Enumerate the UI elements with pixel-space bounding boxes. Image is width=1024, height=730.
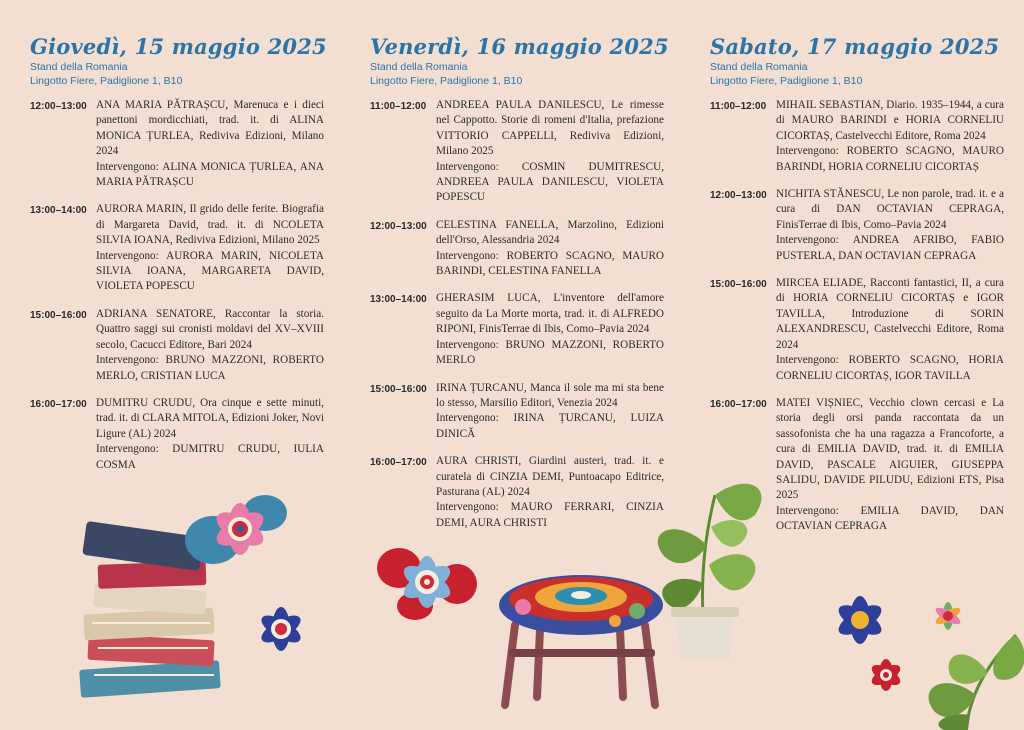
event-time: 15:00–16:00 [710, 279, 767, 291]
event-text: ADRIANA SENATORE, Raccontar la storia. Quattro saggi sui cronisti moldavi del XV–XVIII secolo, Cacucci Editore, Bari 2024 [96, 307, 324, 351]
flower-icon [375, 540, 480, 625]
flower-icon [865, 657, 907, 693]
event-item [710, 276, 1010, 384]
event-text: MATEI VIȘNIEC, Vecchio clown cercasi e La storia degli orsi panda raccontata da un sassofonista che ha una ragazza a Francoforte, a cura di EMILIA DAVID, trad. it. di EMILIA DAVID, PASCALE AIGUIER, GIUSEPPA SALIDU, DAVIDE PILUDU, Edizioni ETS, Pisa 2025 [776, 396, 1004, 502]
event-item [710, 187, 1010, 264]
event-description [436, 291, 664, 368]
event-item [710, 98, 1010, 175]
event-description [776, 187, 1004, 264]
event-description [436, 98, 664, 206]
event-item [370, 291, 670, 368]
event-speakers: Intervengono: ROBERTO SCAGNO, HORIA CORNELIU CICORTAȘ, IGOR TAVILLA [776, 354, 1004, 382]
event-speakers: Intervengono: AURORA MARIN, NICOLETA SILVIA IOANA, MARGARETA DAVID, VIOLETA POPESCU [96, 249, 324, 293]
event-description [96, 396, 324, 473]
event-text: MIHAIL SEBASTIAN, Diario. 1935–1944, a cura di MAURO BARINDI e HORIA CORNELIU CICORTAȘ, Castelvecchi Editore, Roma 2024 [776, 99, 1004, 142]
venue-label: Lingotto Fiere, Padiglione 1, B10 [30, 75, 183, 87]
day-column-thursday [30, 34, 330, 485]
event-speakers: Intervengono: MAURO FERRARI, CINZIA DEMI, AURA CHRISTI [436, 501, 664, 529]
event-text: CELESTINA FANELLA, Marzolino, Edizioni dell'Orso, Alessandria 2024 [436, 218, 664, 247]
event-description [436, 218, 664, 280]
event-text: AURORA MARIN, Il grido delle ferite. Biografia di Margareta David, trad. it. di NCOLETA SILVIA IOANA, Rediviva Edizioni, Milano 2025 [96, 203, 324, 247]
event-speakers: Intervengono: ALINA MONICA ȚURLEA, ANA MARIA PĂTRAȘCU [96, 160, 324, 189]
event-description [96, 202, 324, 294]
event-time: 13:00–14:00 [370, 294, 427, 306]
day-title: Sabato, 17 maggio 2025 [710, 34, 1000, 59]
event-description [776, 396, 1004, 535]
event-description [776, 98, 1004, 175]
flower-icon [183, 485, 293, 575]
event-item [370, 381, 670, 443]
event-description [436, 381, 664, 443]
event-time: 12:00–13:00 [370, 220, 427, 232]
potted-plant-icon [635, 475, 780, 665]
day-title: Giovedì, 15 maggio 2025 [30, 34, 327, 59]
event-speakers: Intervengono: BRUNO MAZZONI, ROBERTO MERLO, CRISTIAN LUCA [96, 354, 324, 382]
event-time: 16:00–17:00 [30, 398, 87, 410]
event-item [370, 454, 670, 531]
day-column-saturday [710, 34, 1010, 547]
stand-label: Stand della Romania [370, 61, 468, 73]
event-text: IRINA ȚURCANU, Manca il sole ma mi sta bene lo stesso, Marsilio Editori, Venezia 2024 [436, 381, 664, 409]
event-item [30, 202, 330, 294]
event-item [370, 98, 670, 206]
event-item [30, 98, 330, 190]
event-text: ANDREEA PAULA DANILESCU, Le rimesse nel Cappotto. Storie di romeni d'Italia, prefazione VITTORIO CAPPELLI, Rediviva Edizioni, Milano 2025 [436, 99, 664, 158]
venue-label: Lingotto Fiere, Padiglione 1, B10 [370, 75, 523, 87]
stand-label: Stand della Romania [30, 61, 128, 73]
event-time: 15:00–16:00 [370, 383, 427, 395]
event-text: NICHITA STĂNESCU, Le non parole, trad. it. e a cura di DAN OCTAVIAN CEPRAGA, FinisTerrae di Ibis, Como–Pavia 2024 [776, 188, 1004, 231]
event-description [436, 454, 664, 531]
day-column-friday [370, 34, 670, 543]
event-time: 16:00–17:00 [370, 457, 427, 469]
flower-icon [826, 592, 896, 648]
event-time: 15:00–16:00 [30, 309, 87, 321]
event-description [776, 276, 1004, 384]
event-text: ANA MARIA PĂTRAȘCU, Marenuca e i dieci panettoni mordicchiati, trad. it. di ALINA MONICA ȚURLEA, Rediviva Edizioni, Milano 2024 [96, 99, 324, 158]
event-description [96, 307, 324, 384]
event-time: 13:00–14:00 [30, 205, 87, 217]
stand-label: Stand della Romania [710, 61, 808, 73]
event-time: 12:00–13:00 [710, 190, 767, 202]
event-description [96, 98, 324, 190]
venue-label: Lingotto Fiere, Padiglione 1, B10 [710, 75, 863, 87]
event-speakers: Intervengono: COSMIN DUMITRESCU, ANDREEA PAULA DANILESCU, VIOLETA POPESCU [436, 160, 664, 204]
event-item [30, 307, 330, 384]
event-speakers: Intervengono: EMILIA DAVID, DAN OCTAVIAN CEPRAGA [776, 504, 1004, 533]
event-text: DUMITRU CRUDU, Ora cinque e sette minuti, trad. it. di CLARA MITOLA, Edizioni Joker, Novi Ligure (AL) 2024 [96, 396, 324, 440]
event-speakers: Intervengono: BRUNO MAZZONI, ROBERTO MERLO [436, 338, 664, 367]
day-title: Venerdì, 16 maggio 2025 [370, 34, 669, 59]
event-speakers: Intervengono: ROBERTO SCAGNO, MAURO BARINDI, HORIA CORNELIU CICORTAȘ [776, 145, 1004, 173]
event-text: MIRCEA ELIADE, Racconti fantastici, II, a cura di HORIA CORNELIU CICORTAȘ e IGOR TAVILLA, Introduzione di SORIN ALEXANDRESCU, Castelvecchi Editore, Roma 2024 [776, 277, 1004, 351]
event-text: GHERASIM LUCA, L'inventore dell'amore seguito da La Morte morta, trad. it. di ALFREDO RIPONI, FinisTerrae di Ibis, Como–Pavia 2024 [436, 292, 664, 336]
event-speakers: Intervengono: ANDREA AFRIBO, FABIO PUSTERLA, DAN OCTAVIAN CEPRAGA [776, 234, 1004, 262]
event-text: AURA CHRISTI, Giardini austeri, trad. it. e curatela di CINZIA DEMI, Puntoacapo Editrice, Pasturana (AL) 2024 [436, 455, 664, 498]
event-time: 11:00–12:00 [370, 101, 427, 112]
flower-icon [250, 603, 312, 655]
event-time: 11:00–12:00 [710, 101, 767, 112]
event-time: 16:00–17:00 [710, 398, 767, 410]
event-speakers: Intervengono: DUMITRU CRUDU, IULIA COSMA [96, 443, 324, 471]
event-speakers: Intervengono: IRINA ȚURCANU, LUIZA DINICĂ [436, 412, 664, 440]
event-item [30, 396, 330, 473]
event-item [370, 218, 670, 280]
leaf-icon [906, 615, 1024, 730]
event-time: 12:00–13:00 [30, 101, 87, 112]
event-speakers: Intervengono: ROBERTO SCAGNO, MAURO BARINDI, CELESTINA FANELLA [436, 249, 664, 278]
